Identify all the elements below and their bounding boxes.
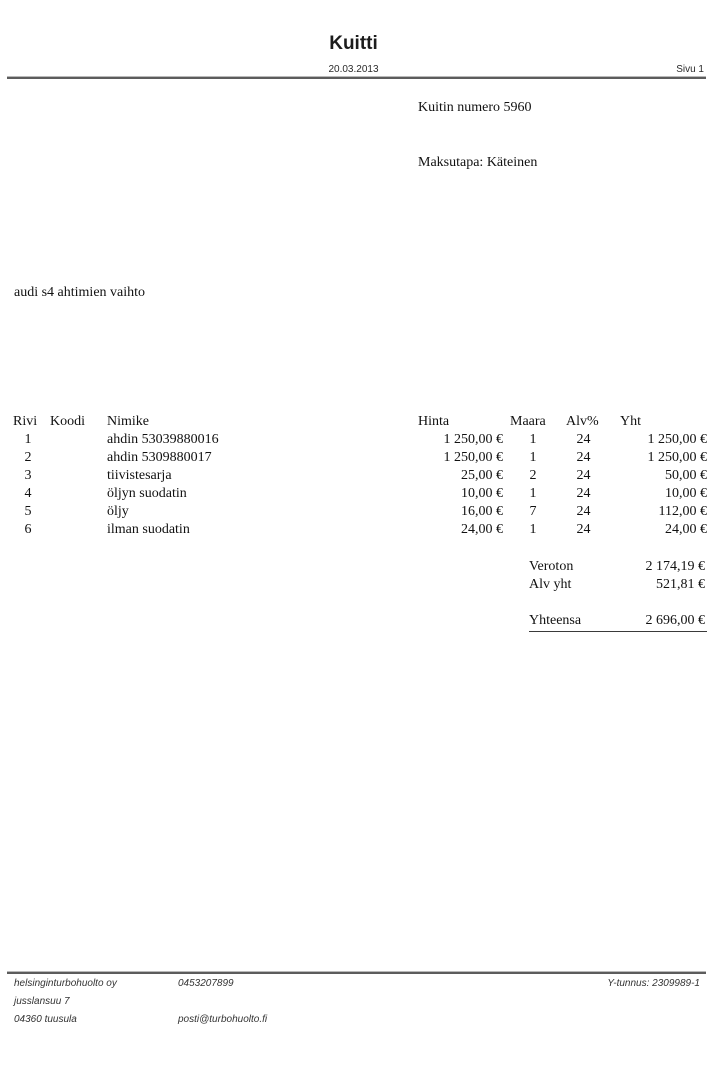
table-row (0, 467, 707, 485)
footer-email: posti@turbohuolto.fi (178, 1014, 268, 1025)
footer-phone: 0453207899 (178, 978, 234, 989)
cell-yht: 50,00 € (665, 468, 707, 483)
grand-total-label: Yhteensa (529, 613, 582, 628)
header-divider (7, 76, 706, 79)
cell-hinta: 24,00 € (461, 522, 503, 537)
cell-rivi: 2 (24, 450, 32, 465)
col-header-maara: Maara (510, 414, 546, 429)
vat-row (529, 576, 707, 594)
cell-yht: 112,00 € (658, 504, 707, 519)
cell-koodi (50, 467, 95, 485)
cell-koodi (50, 521, 95, 539)
cell-yht: 1 250,00 € (647, 450, 707, 465)
col-header-hinta: Hinta (418, 414, 450, 429)
work-description: audi s4 ahtimien vaihto (14, 285, 146, 300)
footer-company-name: helsinginturbohuolto oy (14, 978, 117, 989)
cell-rivi: 5 (24, 504, 32, 519)
col-header-koodi: Koodi (50, 414, 85, 429)
cell-yht: 10,00 € (665, 486, 707, 501)
cell-alv: 24 (576, 504, 591, 519)
table-row (0, 485, 707, 503)
table-row (0, 431, 707, 449)
vat-value: 521,81 € (656, 577, 705, 592)
cell-alv: 24 (576, 522, 591, 537)
table-row (0, 521, 707, 539)
cell-hinta: 1 250,00 € (443, 450, 503, 465)
footer-city: 04360 tuusula (14, 1014, 77, 1025)
table-header-row (0, 413, 707, 431)
cell-maara: 2 (529, 468, 537, 483)
cell-alv: 24 (576, 486, 591, 501)
cell-maara: 7 (529, 504, 537, 519)
cell-koodi (50, 431, 95, 449)
cell-koodi (50, 449, 95, 467)
subtotal-value: 2 174,19 € (645, 559, 705, 574)
cell-nimike: ahdin 5309880017 (107, 450, 212, 465)
footer-street: jusslansuu 7 (14, 996, 70, 1007)
cell-nimike: ahdin 53039880016 (107, 432, 219, 447)
cell-alv: 24 (576, 450, 591, 465)
footer-divider (7, 971, 706, 974)
cell-maara: 1 (529, 522, 537, 537)
cell-yht: 24,00 € (665, 522, 707, 537)
cell-nimike: tiivistesarja (107, 468, 172, 483)
grand-total-row (529, 612, 707, 632)
totals-block (529, 558, 707, 632)
subtotal-row (529, 558, 707, 576)
table-row (0, 503, 707, 521)
cell-rivi: 1 (24, 432, 32, 447)
footer-business-id: Y-tunnus: 2309989-1 (607, 978, 700, 989)
col-header-rivi: Rivi (13, 414, 38, 429)
table-row (0, 449, 707, 467)
page-number: Sivu 1 (676, 64, 704, 75)
cell-nimike: ilman suodatin (107, 522, 190, 537)
cell-yht: 1 250,00 € (647, 432, 707, 447)
cell-rivi: 4 (24, 486, 32, 501)
cell-nimike: öljy (107, 504, 129, 519)
cell-koodi (50, 503, 95, 521)
header-date: 20.03.2013 (328, 64, 379, 75)
items-table (0, 413, 707, 539)
cell-rivi: 6 (24, 522, 32, 537)
cell-maara: 1 (529, 432, 537, 447)
cell-nimike: öljyn suodatin (107, 486, 187, 501)
cell-maara: 1 (529, 486, 537, 501)
cell-hinta: 25,00 € (461, 468, 503, 483)
grand-total-value: 2 696,00 € (645, 613, 705, 628)
col-header-yht: Yht (620, 414, 641, 429)
cell-alv: 24 (576, 468, 591, 483)
cell-maara: 1 (529, 450, 537, 465)
payment-method: Maksutapa: Käteinen (418, 155, 538, 170)
cell-koodi (50, 485, 95, 503)
cell-hinta: 16,00 € (461, 504, 503, 519)
cell-rivi: 3 (24, 468, 32, 483)
cell-hinta: 10,00 € (461, 486, 503, 501)
col-header-alv: Alv% (566, 414, 599, 429)
vat-label: Alv yht (529, 577, 572, 592)
cell-hinta: 1 250,00 € (443, 432, 503, 447)
subtotal-label: Veroton (529, 559, 574, 574)
col-header-nimike: Nimike (107, 414, 149, 429)
receipt-number: Kuitin numero 5960 (418, 100, 532, 115)
totals-spacer (529, 594, 707, 612)
cell-alv: 24 (576, 432, 591, 447)
page-title: Kuitti (329, 33, 378, 54)
